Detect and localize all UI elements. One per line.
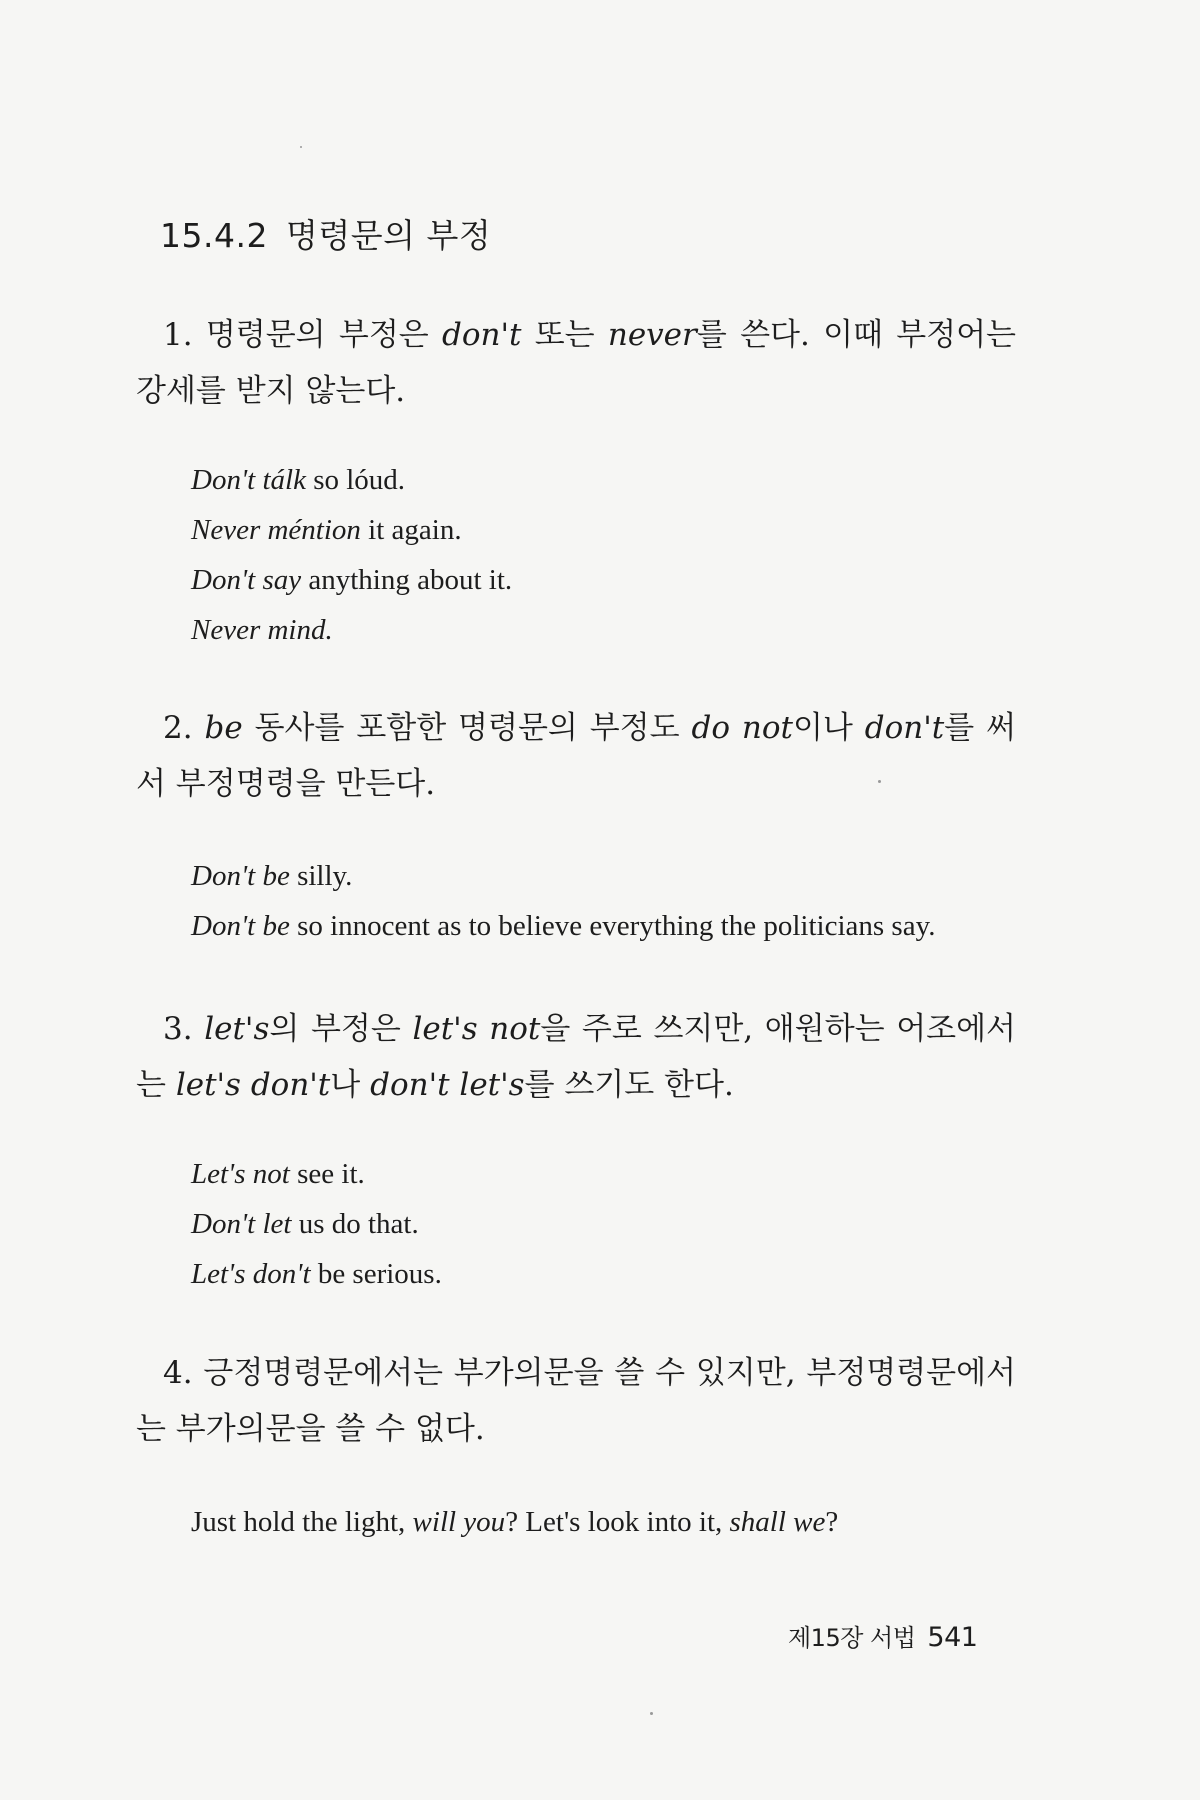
emphasized-term: be: [204, 710, 243, 746]
text-run: ?: [825, 1506, 839, 1538]
section-number: 15.4.2: [160, 216, 268, 255]
emphasized-term: Never méntion: [191, 514, 361, 546]
rule-paragraph-3: [136, 1001, 1016, 1113]
example-sentence: [191, 1199, 442, 1249]
emphasized-term: Don't tálk: [191, 464, 306, 496]
paper-speck: [878, 780, 881, 783]
emphasized-term: Don't say: [191, 564, 302, 596]
text-run: 를 쓴다. 이때 부정어는 강세를 받지 않는다.: [136, 317, 1017, 409]
emphasized-term: don't: [441, 317, 522, 353]
text-run: 나: [330, 1067, 371, 1103]
section-heading: [160, 210, 491, 257]
rule-paragraph-2: [136, 700, 1016, 812]
text-run: 이나: [792, 710, 865, 746]
example-sentence: [191, 1249, 442, 1299]
text-run: us do that.: [291, 1208, 419, 1240]
example-block-3: [191, 1149, 442, 1299]
paper-speck: [300, 146, 302, 148]
example-sentence: [191, 1497, 838, 1547]
example-sentence: [191, 851, 935, 901]
example-block-2: [191, 851, 935, 951]
emphasized-term: shall we: [729, 1506, 826, 1538]
emphasized-term: let's: [204, 1011, 270, 1047]
section-title: 명령문의 부정: [285, 216, 492, 255]
text-run: so innocent as to believe everything the politicians say.: [289, 910, 936, 942]
emphasized-term: let's don't: [175, 1067, 331, 1103]
page-number: 541: [927, 1622, 978, 1653]
emphasized-term: never: [607, 317, 697, 353]
example-sentence: [191, 901, 935, 951]
text-run: anything about it.: [301, 564, 513, 596]
emphasized-term: Don't let: [191, 1208, 292, 1240]
text-run: 를 쓰기도 한다.: [524, 1067, 734, 1103]
example-sentence: [191, 455, 512, 505]
text-run: 2.: [163, 710, 205, 746]
text-run: 1. 명령문의 부정은: [163, 317, 442, 353]
text-run: so lóud.: [305, 464, 406, 496]
text-run: see it.: [289, 1158, 365, 1190]
text-run: it again.: [360, 514, 462, 546]
emphasized-term: Let's not: [191, 1158, 290, 1190]
example-sentence: [191, 555, 512, 605]
text-run: ? Let's look into it,: [505, 1506, 730, 1538]
text-run: be serious.: [310, 1258, 442, 1290]
emphasized-term: don't: [864, 710, 945, 746]
paper-speck: [650, 1712, 653, 1715]
emphasized-term: Let's don't: [191, 1258, 311, 1290]
rule-paragraph-1: [136, 307, 1016, 419]
example-sentence: [191, 605, 512, 655]
emphasized-term: Don't be: [191, 910, 290, 942]
text-run: silly.: [289, 860, 353, 892]
example-block-4: [191, 1497, 838, 1547]
emphasized-term: do not: [691, 710, 793, 746]
text-run: 3.: [163, 1011, 205, 1047]
emphasized-term: will you: [412, 1506, 506, 1538]
text-run: Just hold the light,: [191, 1506, 413, 1538]
text-run: 의 부정은: [269, 1011, 413, 1047]
emphasized-term: Never mind.: [191, 614, 333, 646]
example-sentence: [191, 505, 512, 555]
text-run: 을 주로 쓰지만, 애원하는 어조에서는: [136, 1011, 1017, 1103]
text-run: 또는: [521, 317, 608, 353]
example-sentence: [191, 1149, 442, 1199]
rule-paragraph-4: [136, 1345, 1016, 1457]
emphasized-term: Don't be: [191, 860, 290, 892]
text-run: 동사를 포함한 명령문의 부정도: [242, 710, 692, 746]
emphasized-term: don't let's: [370, 1067, 525, 1103]
text-run: 를 써서 부정명령을 만든다.: [136, 710, 1017, 802]
emphasized-term: let's not: [412, 1011, 541, 1047]
text-run: 4. 긍정명령문에서는 부가의문을 쓸 수 있지만, 부정명령문에서는 부가의문을 쓸 수 없다.: [136, 1355, 1016, 1447]
chapter-label: 제15장 서법: [788, 1624, 916, 1652]
page-footer: [788, 1618, 977, 1653]
example-block-1: [191, 455, 512, 655]
